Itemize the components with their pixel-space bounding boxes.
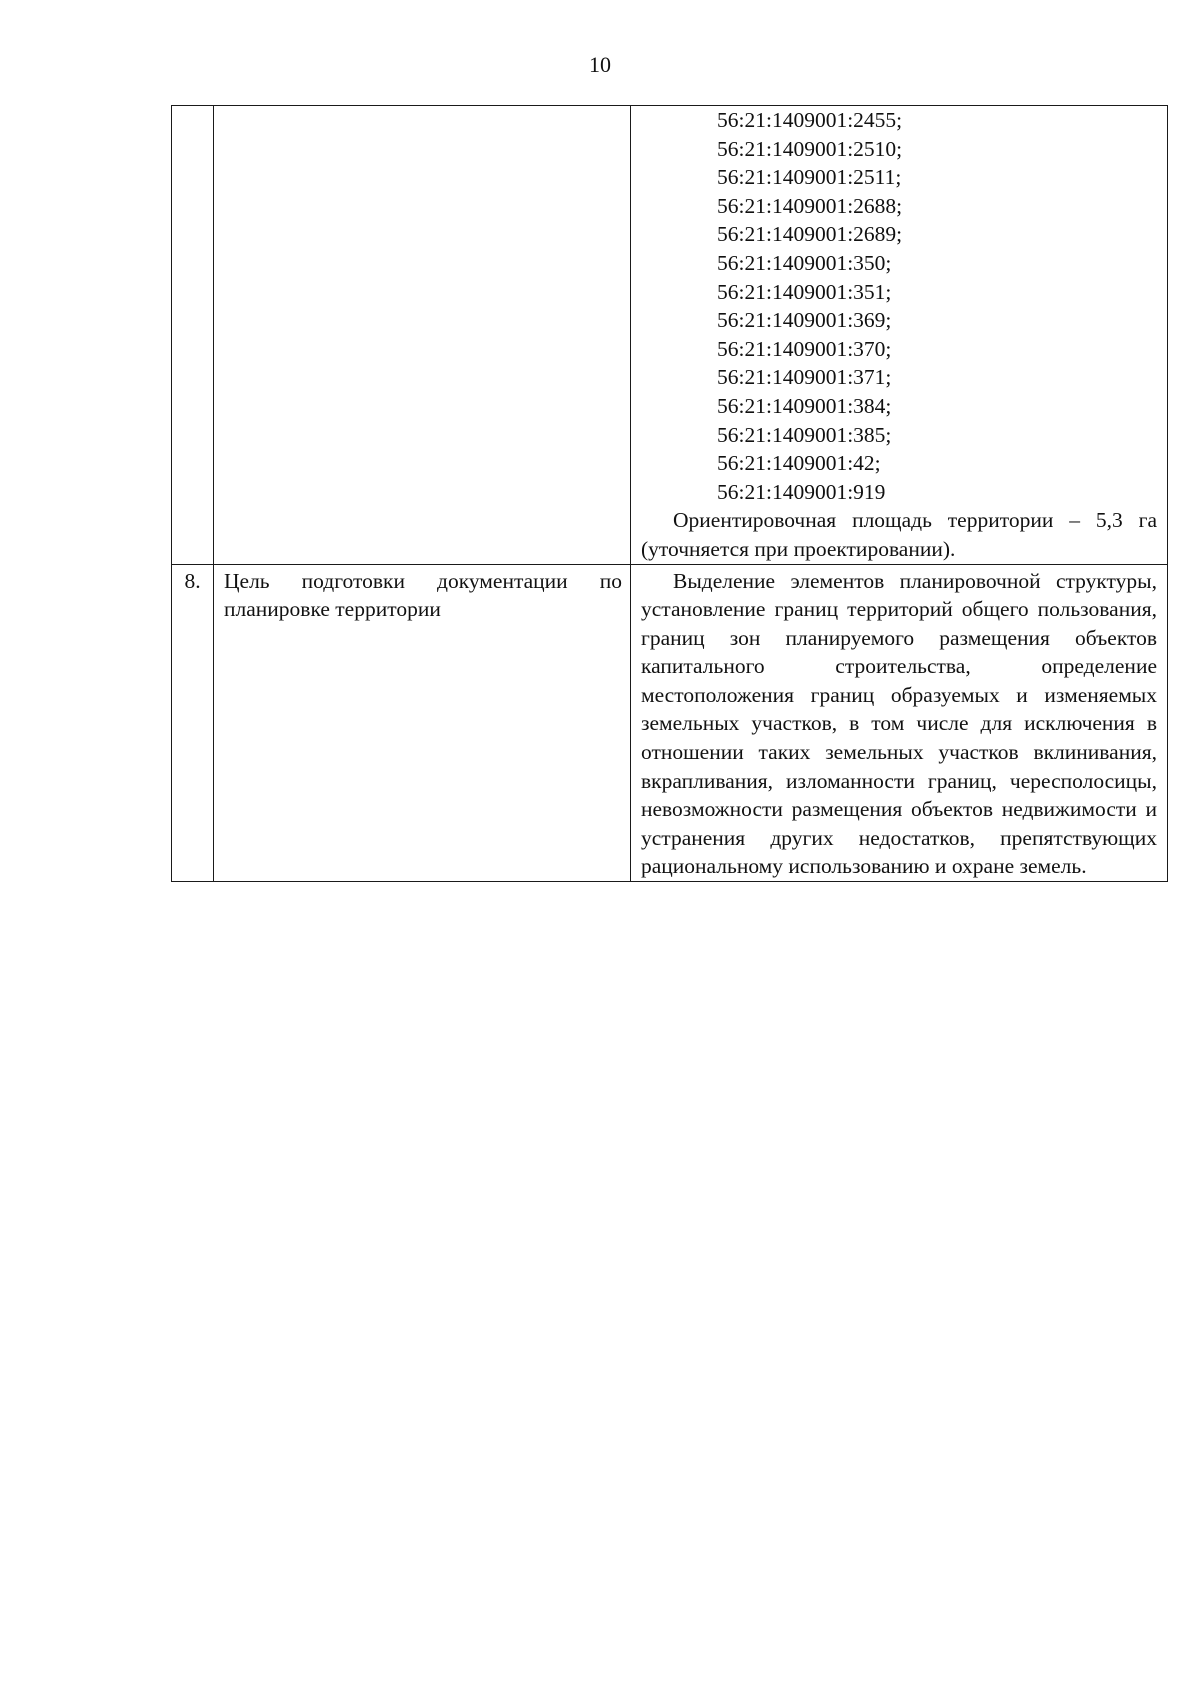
planning-table	[171, 105, 1168, 882]
row-number-cell	[172, 106, 214, 565]
page-number: 10	[589, 52, 611, 77]
area-note: Ориентировочная площадь территории – 5,3 га (уточняется при проектировании).	[641, 508, 1157, 561]
row-label-cell	[214, 106, 631, 565]
cadastral-number: 56:21:1409001:351;	[717, 279, 892, 304]
cadastral-number: 56:21:1409001:369;	[717, 308, 892, 333]
row-value-cell	[631, 564, 1168, 882]
cadastral-number: 56:21:1409001:919	[717, 479, 886, 504]
cadastral-number: 56:21:1409001:42;	[717, 451, 881, 476]
purpose-text: Выделение элементов планировочной структуры, установление границ территорий общего пользования, границ зон планируемого размещения объектов капитального строительства, определение местоположения границ образуемых и изменяемых земельных участков, в том числе для исключения в отношении таких земельных участков вклинивания, вкрапливания, изломанности границ, чересполосицы, невозможности размещения объектов недвижимости и устранения других недостатков, препятствующих рациональному использованию и охране земель.	[641, 568, 1157, 879]
row-number-cell: 8.	[172, 564, 214, 882]
cadastral-number: 56:21:1409001:2689;	[717, 222, 903, 247]
cadastral-number: 56:21:1409001:2510;	[717, 136, 903, 161]
cadastral-number: 56:21:1409001:385;	[717, 422, 892, 447]
cadastral-number: 56:21:1409001:371;	[717, 365, 892, 390]
cadastral-number: 56:21:1409001:384;	[717, 393, 892, 418]
cadastral-number: 56:21:1409001:350;	[717, 250, 892, 275]
cadastral-number: 56:21:1409001:370;	[717, 336, 892, 361]
cadastral-number: 56:21:1409001:2455;	[717, 108, 903, 132]
cadastral-number: 56:21:1409001:2688;	[717, 193, 903, 218]
cadastral-number-list	[641, 106, 1157, 506]
row-value-cell	[631, 106, 1168, 565]
cadastral-number: 56:21:1409001:2511;	[717, 165, 902, 190]
row-label-cell: Цель подготовки документации по планировке территории	[214, 564, 631, 882]
table-row-continued	[172, 106, 1168, 565]
table-row-8	[172, 564, 1168, 882]
